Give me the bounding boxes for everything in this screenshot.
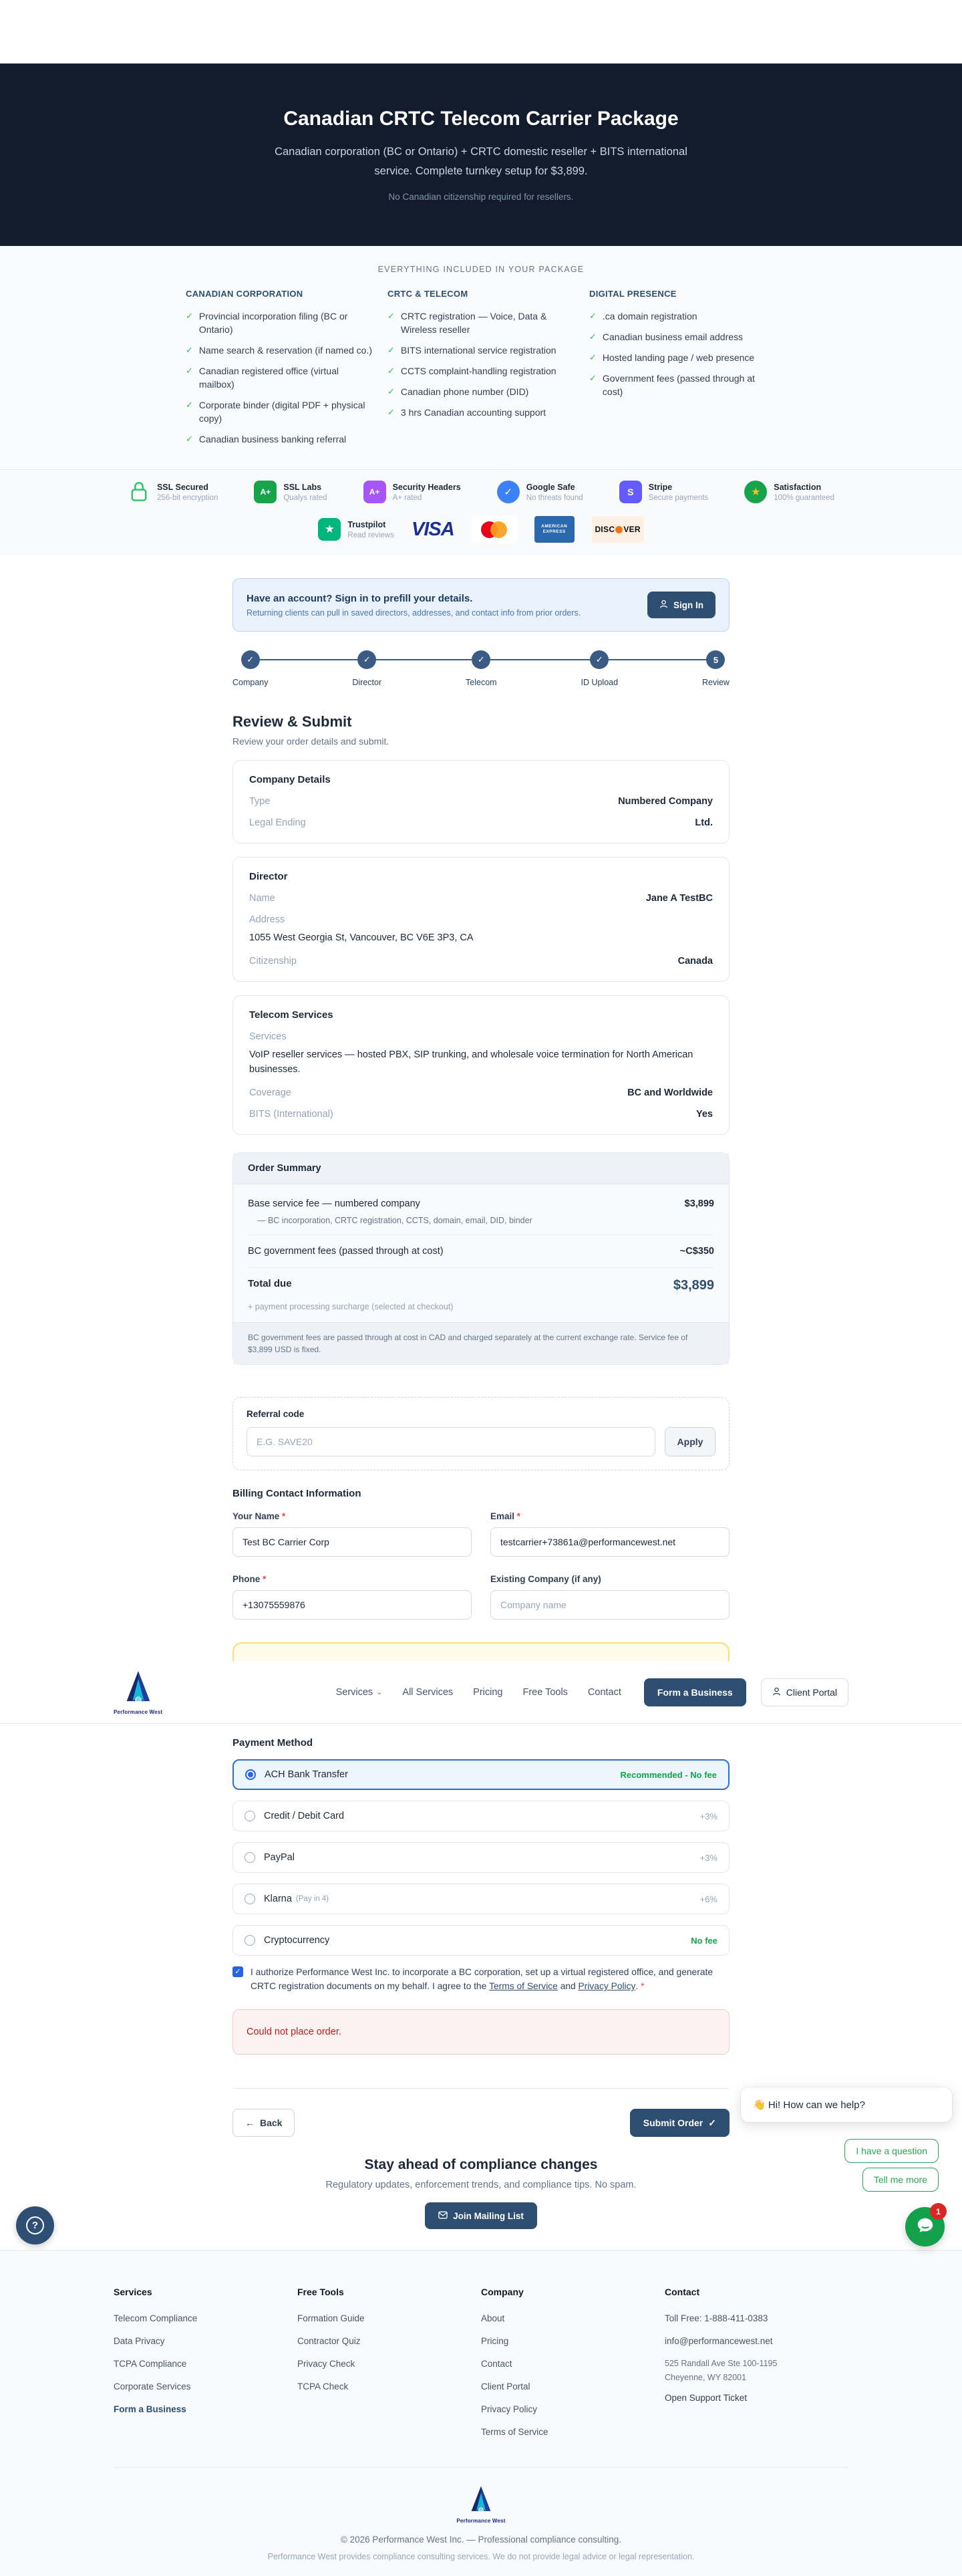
check-icon: ✓ [186,345,193,355]
phone-field[interactable] [232,1590,472,1620]
company-field-group: Existing Company (if any) Company name [490,1574,730,1620]
included-column-telecom: CRTC & TELECOM ✓ CRTC registration — Voice, Data & Wireless reseller ✓ BITS international service registration ✓ CCTS complaint-handling registration ✓ Canadian phone number (DID) ✓ 3 hrs Canadian accounting support [387,289,575,453]
check-icon: ✓ [186,400,193,410]
payment-option-crypto[interactable]: Cryptocurrency No fee [232,1925,730,1956]
amex-logo: AMERICAN EXPRESS [534,516,575,543]
nav-contact[interactable]: Contact [587,1686,621,1698]
apply-referral-button[interactable]: Apply [665,1427,715,1456]
check-icon: ✓ [186,366,193,376]
footer-phone[interactable]: Toll Free: 1-888-411-0383 [665,2313,768,2323]
signin-title: Have an account? Sign in to prefill your details. [247,592,473,604]
summary-row-gov-fees: BC government fees (passed through at cost) ~C$350 [248,1235,714,1268]
footer-link[interactable]: Formation Guide [297,2313,365,2323]
list-item: ✓ Canadian business banking referral [186,434,347,444]
copyright-text: © 2026 Performance West Inc. — Professional compliance consulting. [340,2535,622,2545]
nav-free-tools[interactable]: Free Tools [522,1686,568,1698]
referral-code-input[interactable] [247,1427,655,1456]
check-icon: ✓ [708,2117,716,2128]
checkout-section [0,555,962,2137]
footer-email[interactable]: info@performancewest.net [665,2336,773,2346]
footer-column-company: Company About Pricing Contact Client Portal Privacy Policy Terms of Service [481,2287,665,2450]
nav-pricing[interactable]: Pricing [473,1686,503,1698]
detail-row: Name Jane A TestBC [249,893,713,904]
mailing-subheading: Regulatory updates, enforcement trends, and compliance tips. No spam. [325,2180,637,2190]
footer-link[interactable]: Corporate Services [114,2381,191,2392]
mailing-section [0,2137,962,2250]
trust-badge-ssllabs: A+ SSL Labs Qualys rated [254,481,327,503]
mail-icon [438,2211,448,2221]
navbar [0,1661,962,1724]
mailing-heading: Stay ahead of compliance changes [364,2157,598,2172]
name-field-group: Your Name * Test BC Carrier Corp [232,1511,472,1557]
radio-selected-icon[interactable] [245,1769,256,1780]
footer-link[interactable]: Pricing [481,2336,509,2346]
total-amount: $3,899 [673,1278,714,1293]
page [0,63,962,2575]
check-icon: ✓ [186,434,193,444]
included-grid [186,289,776,453]
error-message: Could not place order. [232,2009,730,2055]
footer-link-form-a-business[interactable]: Form a Business [114,2404,186,2414]
included-column-digital: DIGITAL PRESENCE ✓ .ca domain registration ✓ Canadian business email address ✓ Hosted landing page / web presence ✓ Government fees (passed through at cost) [589,289,776,453]
list-item: ✓ Name search & reservation (if named co.) [186,345,373,356]
hero-banner [0,63,962,246]
trust-badge-satisfaction: ★ Satisfaction 100% guaranteed [744,481,834,503]
step-check-icon: ✓ [357,650,376,669]
check-icon: ✓ [589,373,597,383]
check-icon: ✓ [387,311,395,321]
detail-row: Type Numbered Company [249,796,713,807]
check-icon: ✓ [387,386,395,396]
email-field-group: Email * testcarrier+73861a@performancewest.net [490,1511,730,1557]
referral-code-box [232,1397,730,1470]
footer-address-line: Cheyenne, WY 82001 [665,2373,747,2382]
signin-subtitle: Returning clients can pull in saved directors, addresses, and contact info from prior orders. [247,608,581,618]
privacy-policy-link[interactable]: Privacy Policy [578,1981,636,1991]
step-check-icon: ✓ [590,650,609,669]
list-item: ✓ Canadian business email address [589,332,744,342]
radio-icon[interactable] [245,1811,255,1821]
list-item: ✓ 3 hrs Canadian accounting support [387,407,546,418]
footer-logo: Performance West [0,2485,962,2524]
list-item: ✓ Government fees (passed through at cost) [589,373,755,397]
form-a-business-button[interactable]: Form a Business [644,1678,746,1706]
help-button[interactable] [16,2206,54,2244]
wave-icon: 👋 [753,2099,766,2111]
telecom-services-card: Telecom Services Services VoIP reseller services — hosted PBX, SIP trunking, and wholesale voice termination for North American businesses. Coverage BC and Worldwide BITS (International) Yes [232,995,730,1135]
star-icon: ★ [744,481,767,503]
step-telecom[interactable]: ✓ Telecom [466,650,497,687]
footer-link[interactable]: About [481,2313,505,2323]
sign-in-button[interactable]: Sign In [647,592,715,618]
payment-option-ach[interactable]: ACH Bank Transfer Recommended - No fee [232,1759,730,1790]
check-icon: ✓ [387,345,395,355]
included-heading: EVERYTHING INCLUDED IN YOUR PACKAGE [377,265,585,274]
footer-link[interactable]: Privacy Check [297,2359,355,2369]
check-icon: ✓ [186,311,193,321]
nav-services[interactable]: Services ⌄ [335,1686,383,1698]
list-item: ✓ Provincial incorporation filing (BC or Ontario) [186,311,348,335]
open-support-ticket-link[interactable]: Open Support Ticket [665,2393,748,2403]
phone-field-group: Phone * +13075559876 [232,1574,472,1620]
footer-link[interactable]: TCPA Compliance [114,2359,187,2369]
radio-icon[interactable] [245,1935,255,1946]
list-item: ✓ CRTC registration — Voice, Data & Wireless reseller [387,311,547,335]
trust-badge-googlesafe: ✓ Google Safe No threats found [497,481,583,503]
trust-band [0,469,962,555]
list-item: ✓ CCTS complaint-handling registration [387,366,556,376]
payment-option-klarna[interactable]: Klarna (Pay in 4) +6% [232,1884,730,1914]
footer-link[interactable]: Terms of Service [481,2427,548,2437]
checkbox-checked-icon[interactable]: ✓ [232,1966,243,1977]
grade-a-plus-icon: A+ [254,481,277,503]
detail-row: Legal Ending Ltd. [249,817,713,828]
check-icon: ✓ [589,332,597,342]
list-item: ✓ Canadian phone number (DID) [387,386,529,397]
detail-row: BITS (International) Yes [249,1109,713,1120]
order-summary-card [232,1152,730,1365]
terms-of-service-link[interactable]: Terms of Service [489,1981,558,1991]
step-number: 5 [706,650,725,669]
list-item: ✓ .ca domain registration [589,311,697,321]
hero-subtitle: Canadian corporation (BC or Ontario) + CRTC domestic reseller + BITS international service. Complete turnkey setup for $3,899. [275,146,687,177]
section-subtitle: Review your order details and submit. [232,736,389,747]
summary-base-note: — BC incorporation, CRTC registration, CCTS, domain, email, DID, binder [248,1209,714,1235]
check-icon: ✓ [387,407,395,417]
chat-unread-badge: 1 [930,2203,947,2220]
footer-link[interactable]: Telecom Compliance [114,2313,198,2323]
submit-order-button[interactable]: Submit Order ✓ [630,2109,730,2137]
summary-total-row: Total due $3,899 [248,1278,714,1293]
person-icon [772,1687,781,1698]
back-button[interactable]: ← Back [232,2109,295,2137]
director-card: Director Name Jane A TestBC Address 1055 West Georgia St, Vancouver, BC V6E 3P3, CA Citizenship Canada [232,857,730,982]
check-icon: ✓ [589,352,597,362]
radio-icon[interactable] [245,1894,255,1904]
summary-row-base: Base service fee — numbered company $3,899 [248,1198,714,1209]
radio-icon[interactable] [245,1852,255,1863]
check-icon: ✓ [589,311,597,321]
footer-link[interactable]: Data Privacy [114,2336,165,2346]
progress-stepper [232,650,730,696]
page-title: Canadian CRTC Telecom Carrier Package [283,108,679,130]
footer-link[interactable]: Contractor Quiz [297,2336,361,2346]
footer-column-contact: Contact Toll Free: 1-888-411-0383 info@performancewest.net 525 Randall Ave Ste 100-1195 Cheyenne, WY 82001 Open Support Ticket [665,2287,848,2450]
discover-circle-icon [615,526,623,533]
footer-column-services: Services Telecom Compliance Data Privacy TCPA Compliance Corporate Services Form a Business [114,2287,297,2450]
disclaimer-text: Performance West provides compliance consulting services. We do not provide legal advice or legal representation. [267,2552,695,2561]
divider [232,2088,730,2089]
list-item: ✓ Canadian registered office (virtual mailbox) [186,366,339,390]
billing-heading: Billing Contact Information [232,1488,361,1499]
step-company[interactable]: ✓ Company [232,650,269,687]
footer-link[interactable]: Privacy Policy [481,2404,538,2414]
authorization-consent: ✓ I authorize Performance West Inc. to incorporate a BC corporation, set up a virtual registered office, and generate CRTC registration documents on my behalf. I agree to the Terms of Service and Privacy Policy. * [232,1965,730,1993]
list-item: ✓ BITS international service registration [387,345,556,356]
join-mailing-list-button[interactable]: Join Mailing List [425,2202,537,2229]
payment-option-paypal[interactable]: PayPal +3% [232,1842,730,1873]
brand-logo-icon [466,2485,496,2516]
signin-banner [232,578,730,632]
included-column-corporation: CANADIAN CORPORATION ✓ Provincial incorporation filing (BC or Ontario) ✓ Name search & reservation (if named co.) ✓ Canadian registered office (virtual mailbox) ✓ Corporate binder (digital PDF + physical copy) ✓ Canadian business banking referral [186,289,373,444]
footer-link[interactable]: Contact [481,2359,512,2369]
footer-column-free-tools: Free Tools Formation Guide Contractor Quiz Privacy Check TCPA Check [297,2287,481,2450]
chat-quick-reply-question[interactable]: I have a question [844,2139,939,2163]
visa-logo: VISA [411,518,454,540]
chat-bubble-icon [915,2215,935,2238]
lock-icon [128,481,150,503]
footer-link[interactable]: TCPA Check [297,2381,349,2392]
trustpilot-badge[interactable]: ★ Trustpilot Read reviews [318,518,394,541]
detail-row: Coverage BC and Worldwide [249,1087,713,1098]
step-check-icon: ✓ [241,650,260,669]
step-review[interactable]: 5 Review [702,650,730,687]
detail-row: Citizenship Canada [249,956,713,967]
company-details-card: Company Details Type Numbered Company Legal Ending Ltd. [232,760,730,844]
step-director[interactable]: ✓ Director [352,650,381,687]
footer-divider [114,2467,848,2468]
client-portal-button[interactable]: Client Portal [761,1678,848,1706]
payment-option-card[interactable]: Credit / Debit Card +3% [232,1801,730,1831]
email-field[interactable] [490,1527,730,1557]
trust-badge-securityheaders: A+ Security Headers A+ rated [363,481,461,503]
trustpilot-star-icon: ★ [318,518,341,541]
hero-note: No Canadian citizenship required for resellers. [388,192,574,202]
brand-logo-icon [121,1670,156,1707]
chat-quick-reply-more[interactable]: Tell me more [862,2168,939,2192]
order-summary-title: Order Summary [233,1153,729,1184]
billing-form [232,1511,730,1620]
navbar-logo[interactable]: Performance West [114,1670,162,1715]
payment-logos-row [0,515,962,543]
existing-company-field[interactable] [490,1590,730,1620]
order-summary-footnote: BC government fees are passed through at cost in CAD and charged separately at the current exchange rate. Service fee of $3,899 USD is fixed. [233,1322,729,1364]
referral-label: Referral code [247,1409,305,1419]
surcharge-note: + payment processing surcharge (selected at checkout) [248,1302,454,1311]
detail-block: Address 1055 West Georgia St, Vancouver, BC V6E 3P3, CA [249,914,474,943]
trust-badges [0,481,962,503]
name-field[interactable] [232,1527,472,1557]
check-icon: ✓ [387,366,395,376]
step-check-icon: ✓ [472,650,490,669]
detail-block: Services VoIP reseller services — hosted PBX, SIP trunking, and wholesale voice termination for North American businesses. [249,1031,693,1075]
nav-all-services[interactable]: All Services [402,1686,454,1698]
list-item: ✓ Corporate binder (digital PDF + physical copy) [186,400,365,424]
chevron-down-icon: ⌄ [376,1688,383,1696]
footer-link[interactable]: Client Portal [481,2381,530,2392]
chat-greeting-bubble[interactable]: 👋 Hi! How can we help? [741,2087,952,2122]
trust-badge-ssl: SSL Secured 256-bit encryption [128,481,218,503]
step-id-upload[interactable]: ✓ ID Upload [581,650,618,687]
list-item: ✓ Hosted landing page / web presence [589,352,755,363]
stripe-icon: S [619,481,642,503]
payment-method-heading: Payment Method [232,1737,313,1749]
question-mark-icon: ? [26,2216,44,2234]
person-icon [659,600,668,610]
grade-a-plus-icon: A+ [363,481,386,503]
mastercard-logo [472,515,517,543]
trust-badge-stripe: S Stripe Secure payments [619,481,709,503]
discover-logo: DISC VER [592,516,644,543]
arrow-left-icon: ← [245,2117,255,2128]
shield-check-icon: ✓ [497,481,520,503]
included-section [0,246,962,469]
footer [0,2250,962,2576]
section-title: Review & Submit [232,713,352,730]
footer-address-line: 525 Randall Ave Ste 100-1195 [665,2359,778,2368]
